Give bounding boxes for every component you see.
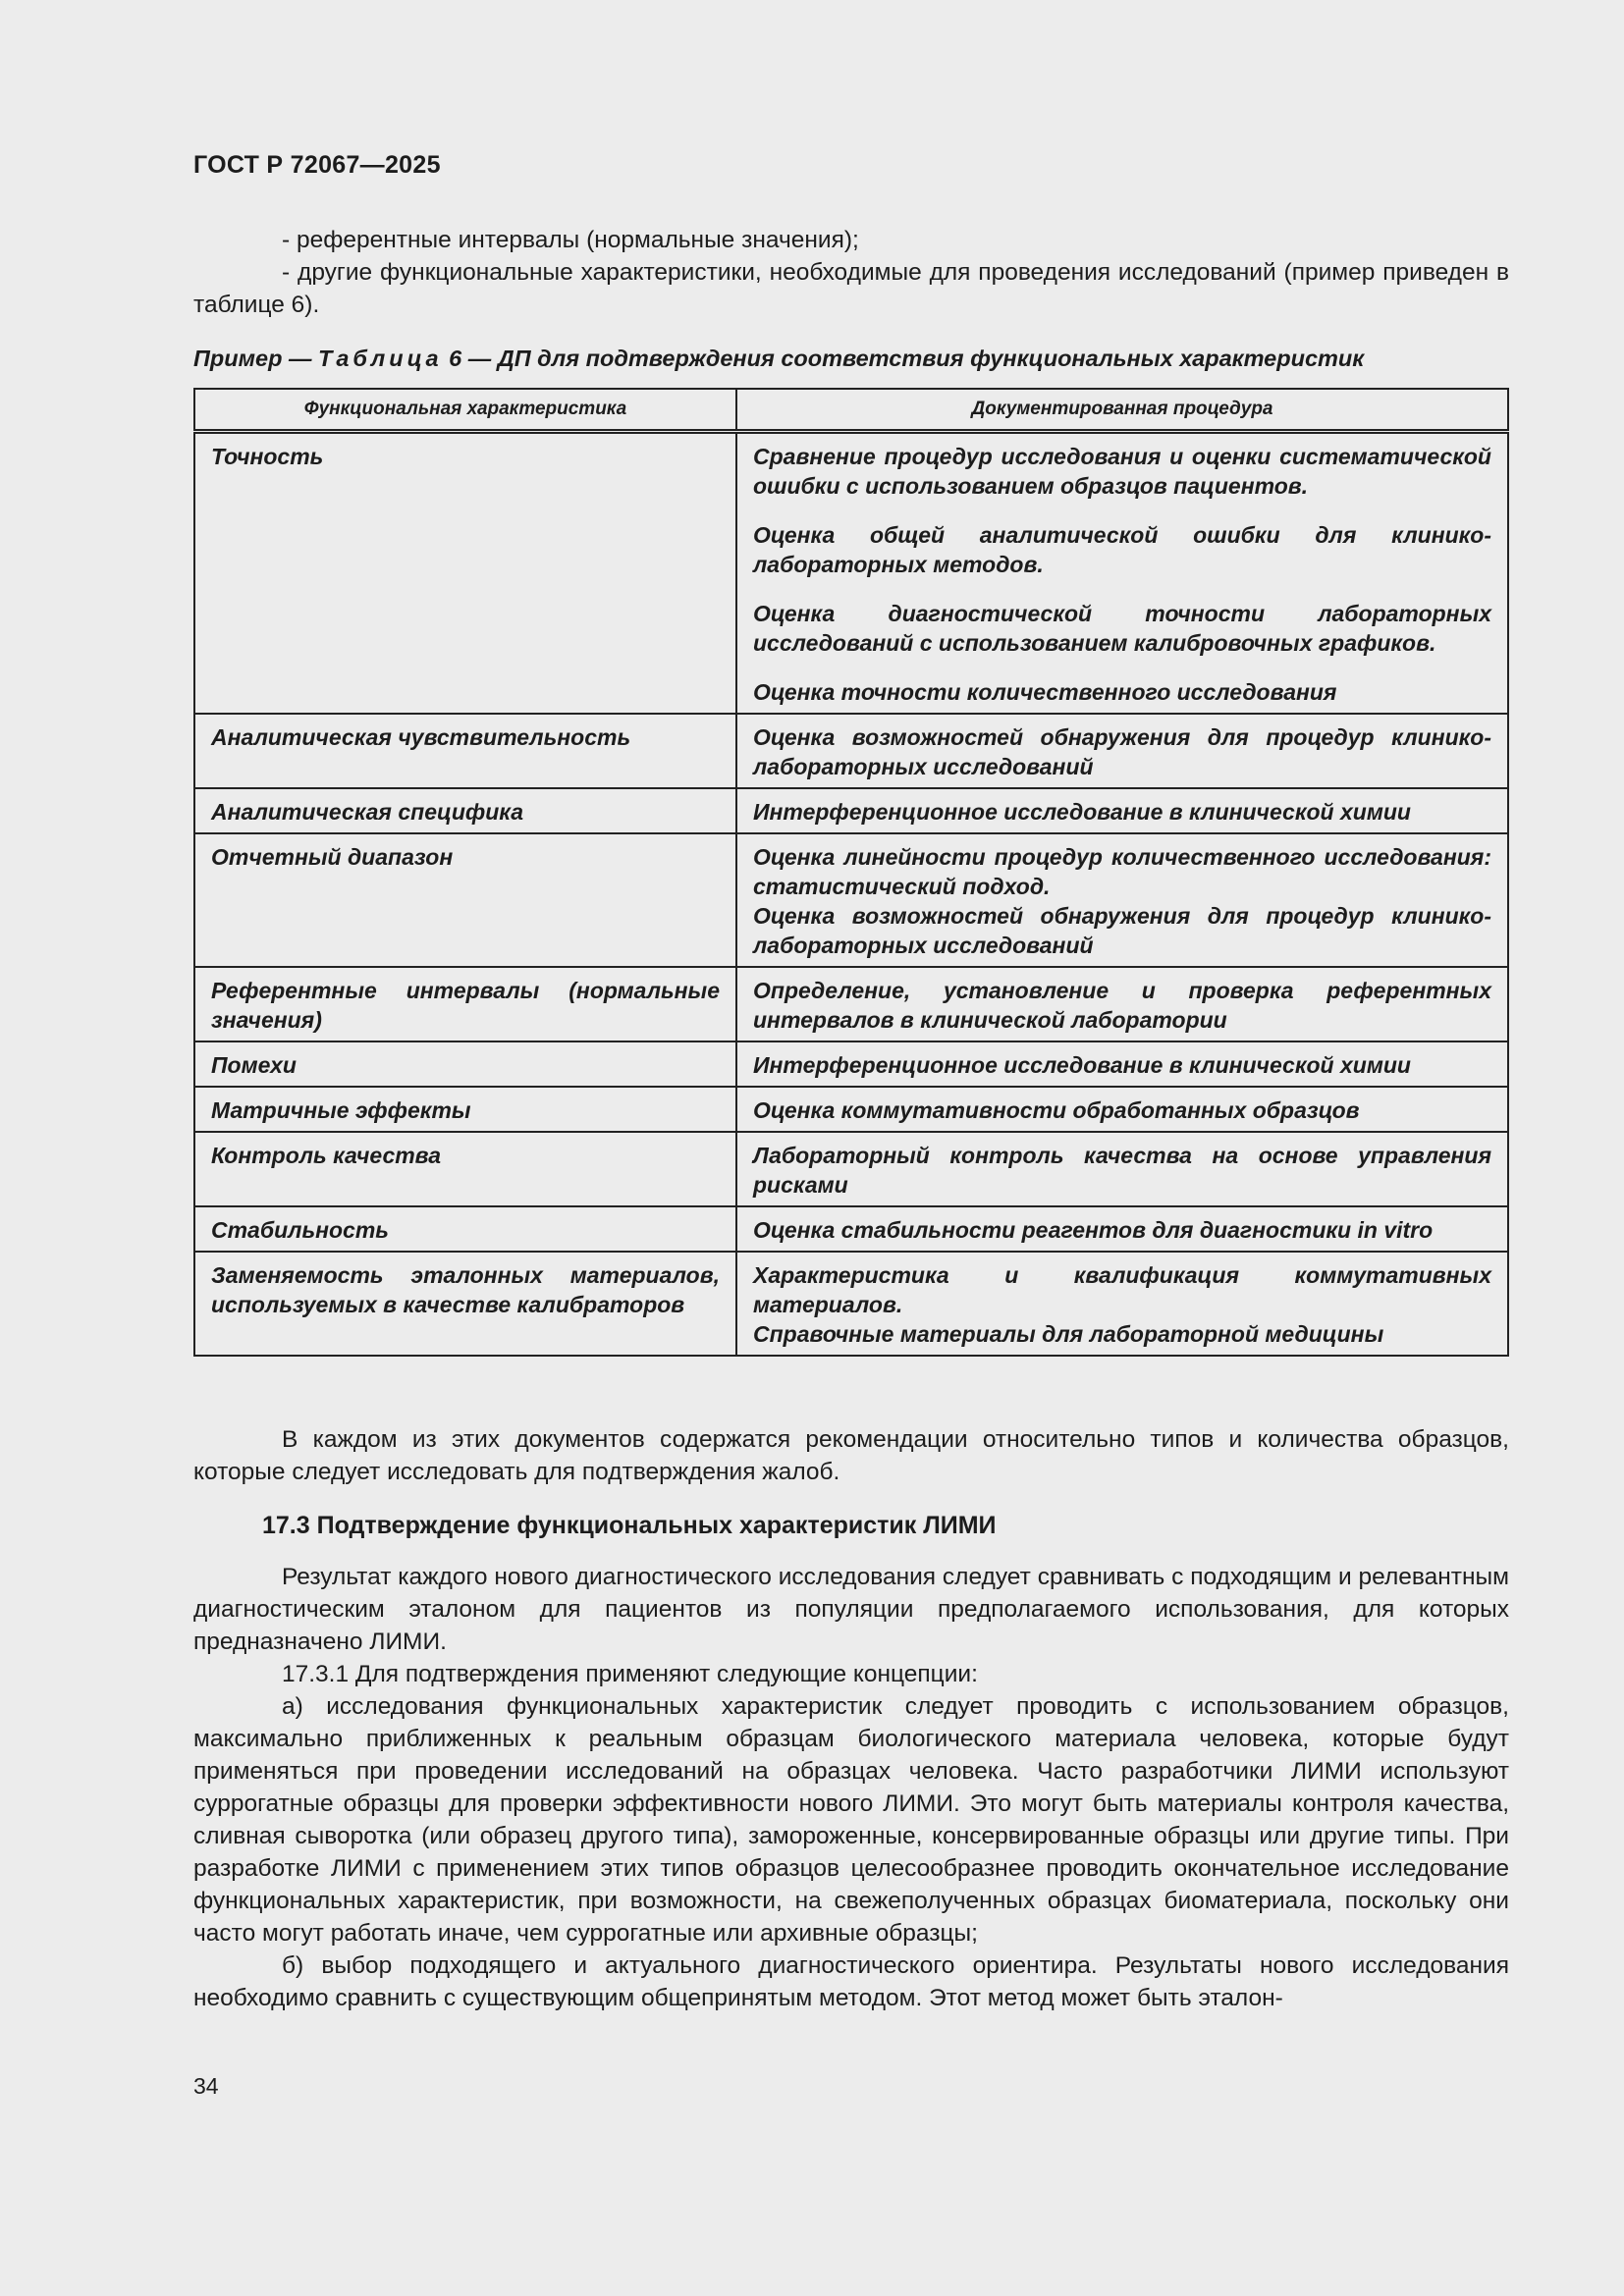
cell-procedure <box>736 1087 1508 1132</box>
table-row <box>194 1087 1508 1132</box>
cell-procedure <box>736 1252 1508 1356</box>
cell-procedure <box>736 833 1508 967</box>
section-paragraph: б) выбор подходящего и актуального диагностического ориентира. Результаты нового исследования необходимо сравнить с существующим общепринятым методом. Этот метод может быть эталон- <box>193 1952 1509 2011</box>
procedure-text: Справочные материалы для лабораторной медицины <box>753 1321 1384 1347</box>
table-row <box>194 714 1508 788</box>
cell-characteristic: Помехи <box>194 1041 736 1087</box>
characteristics-table <box>193 388 1509 1357</box>
cell-characteristic: Стабильность <box>194 1206 736 1252</box>
intro-item-1: - референтные интервалы (нормальные значения); <box>282 227 859 253</box>
cell-characteristic: Аналитическая специфика <box>194 788 736 833</box>
cell-characteristic: Заменяемость эталонных материалов, используемых в качестве калибраторов <box>194 1252 736 1356</box>
section-paragraph: 17.3.1 Для подтверждения применяют следующие концепции: <box>282 1661 978 1687</box>
cell-procedure <box>736 967 1508 1041</box>
procedure-text: Оценка возможностей обнаружения для процедур клинико-лабораторных исследований <box>753 724 1491 779</box>
cell-procedure <box>736 1132 1508 1206</box>
table-header-row <box>194 389 1508 432</box>
caption-label: Таблица <box>317 346 443 371</box>
cell-procedure <box>736 788 1508 833</box>
caption-prefix: Пример — <box>193 346 318 371</box>
procedure-text: Сравнение процедур исследования и оценки систематической ошибки с использованием образцов пациентов. <box>753 444 1491 499</box>
procedure-text: Интерференционное исследование в клинической химии <box>753 799 1411 825</box>
table-row <box>194 1252 1508 1356</box>
cell-characteristic: Референтные интервалы (нормальные значения) <box>194 967 736 1041</box>
procedure-text: Оценка возможностей обнаружения для процедур клинико-лабораторных исследований <box>753 903 1491 958</box>
procedure-text: Оценка диагностической точности лабораторных исследований с использованием калибровочных графиков. <box>753 601 1491 656</box>
cell-procedure <box>736 714 1508 788</box>
table-row <box>194 788 1508 833</box>
cell-procedure <box>736 1041 1508 1087</box>
cell-characteristic: Точность <box>194 432 736 715</box>
procedure-text: Определение, установление и проверка референтных интервалов в клинической лаборатории <box>753 978 1491 1033</box>
procedure-text: Оценка коммутативности обработанных образцов <box>753 1097 1360 1123</box>
procedure-text: Характеристика и квалификация коммутативных материалов. <box>753 1262 1491 1317</box>
cell-characteristic: Отчетный диапазон <box>194 833 736 967</box>
table-row <box>194 1132 1508 1206</box>
header-characteristic: Функциональная характеристика <box>194 389 736 432</box>
table-row <box>194 833 1508 967</box>
header-procedure: Документированная процедура <box>736 389 1508 432</box>
section-body <box>193 1561 1509 2014</box>
intro-list <box>193 224 1509 321</box>
procedure-text: Оценка стабильности реагентов для диагностики in vitro <box>753 1217 1434 1243</box>
table-row <box>194 1041 1508 1087</box>
caption-title: — ДП для подтверждения соответствия функциональных характеристик <box>467 346 1365 371</box>
document-id: ГОСТ Р 72067—2025 <box>193 151 441 179</box>
cell-procedure <box>736 1206 1508 1252</box>
table-caption <box>193 346 1509 372</box>
section-paragraph: а) исследования функциональных характеристик следует проводить с использованием образцов, максимально приближенных к реальным образцам биологического материала человека, которые будут применяться при проведении исследований на образцах человека. Часто разработчики ЛИМИ используют суррогатные образцы для проверки эффективности нового ЛИМИ. Это могут быть материалы контроля качества, сливная сыворотка (или образец другого типа), замороженные, консервированные образцы или другие типы. При разработке ЛИМИ с применением этих типов образцов целесообразнее проводить окончательное исследование функциональных характеристик, при возможности, на свежеполученных образцах биоматериала, поскольку они часто могут работать иначе, чем суррогатные или архивные образцы; <box>193 1693 1509 1947</box>
cell-procedure <box>736 432 1508 715</box>
cell-characteristic: Матричные эффекты <box>194 1087 736 1132</box>
after-table-paragraph <box>193 1423 1509 1488</box>
section-heading: 17.3 Подтверждение функциональных характеристик ЛИМИ <box>262 1512 997 1539</box>
caption-number: 6 <box>442 346 468 371</box>
intro-item-2: - другие функциональные характеристики, необходимые для проведения исследований (пример приведен в таблице 6). <box>193 259 1509 318</box>
page-number: 34 <box>193 2073 219 2099</box>
after-table-text: В каждом из этих документов содержатся рекомендации относительно типов и количества образцов, которые следует исследовать для подтверждения жалоб. <box>193 1426 1509 1485</box>
procedure-text: Оценка точности количественного исследования <box>753 679 1337 705</box>
table-row <box>194 1206 1508 1252</box>
table-row <box>194 967 1508 1041</box>
procedure-text: Оценка линейности процедур количественного исследования: статистический подход. <box>753 844 1491 899</box>
table-row <box>194 432 1508 715</box>
cell-characteristic: Контроль качества <box>194 1132 736 1206</box>
section-paragraph: Результат каждого нового диагностического исследования следует сравнивать с подходящим и релевантным диагностическим эталоном для пациентов из популяции предполагаемого использования, для которых предназначено ЛИМИ. <box>193 1564 1509 1655</box>
procedure-text: Лабораторный контроль качества на основе управления рисками <box>753 1143 1491 1198</box>
procedure-text: Интерференционное исследование в клинической химии <box>753 1052 1411 1078</box>
cell-characteristic: Аналитическая чувствительность <box>194 714 736 788</box>
procedure-text: Оценка общей аналитической ошибки для клинико-лабораторных методов. <box>753 522 1491 577</box>
